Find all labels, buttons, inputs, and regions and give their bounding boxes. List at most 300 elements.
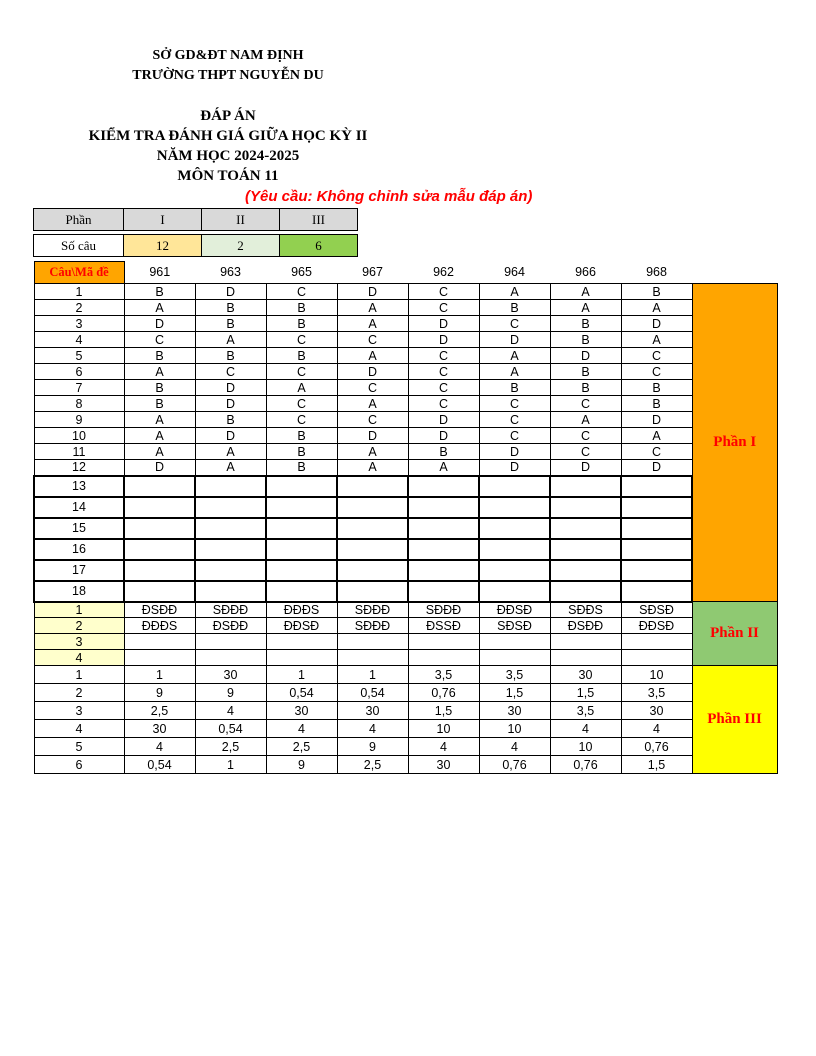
answer-cell: D: [621, 316, 692, 332]
answer-cell: 4: [479, 738, 550, 756]
answer-cell: A: [621, 332, 692, 348]
question-number: 10: [34, 428, 124, 444]
answer-cell: C: [266, 364, 337, 380]
answer-cell: 1: [337, 666, 408, 684]
exam-code: 968: [646, 265, 667, 280]
answer-cell: A: [195, 444, 266, 460]
answer-cell: D: [408, 332, 479, 348]
answer-cell: ĐĐSĐ: [621, 618, 692, 634]
answer-cell: B: [408, 444, 479, 460]
answer-cell: [337, 539, 408, 560]
answer-cell: C: [479, 316, 550, 332]
answer-cell: [408, 539, 479, 560]
answer-cell: B: [266, 348, 337, 364]
answer-cell: A: [550, 412, 621, 428]
answer-cell: B: [266, 300, 337, 316]
empty-answer-row: [34, 560, 777, 581]
answer-cell: D: [408, 316, 479, 332]
answer-row: [34, 444, 777, 460]
answer-cell: D: [337, 364, 408, 380]
answer-row: [34, 348, 777, 364]
answer-cell: [337, 497, 408, 518]
answer-cell: [479, 539, 550, 560]
codes-row: [34, 262, 777, 284]
answer-cell: 30: [266, 702, 337, 720]
question-number: 12: [34, 460, 124, 476]
answer-cell: A: [337, 348, 408, 364]
answer-cell: A: [337, 444, 408, 460]
summary-part-ii: II: [202, 209, 280, 231]
answer-cell: C: [621, 348, 692, 364]
answer-cell: [408, 476, 479, 497]
answer-cell: C: [479, 428, 550, 444]
org-block: [33, 0, 423, 86]
answer-cell: B: [621, 396, 692, 412]
answer-cell: A: [266, 380, 337, 396]
exam-code: 962: [433, 265, 454, 280]
answer-cell: 30: [479, 702, 550, 720]
answer-row: [34, 364, 777, 380]
answer-cell: D: [195, 284, 266, 300]
question-number: 14: [34, 497, 124, 518]
answer-cell: 9: [195, 684, 266, 702]
answer-cell: 1,5: [408, 702, 479, 720]
empty-answer-row: [34, 650, 777, 666]
question-number: 11: [34, 444, 124, 460]
top-spacer: [692, 262, 777, 284]
answer-cell: D: [195, 428, 266, 444]
answer-cell: [195, 476, 266, 497]
answer-cell: C: [408, 396, 479, 412]
answer-cell: B: [124, 380, 195, 396]
answer-cell: A: [195, 460, 266, 476]
answer-cell: [621, 518, 692, 539]
answer-cell: 0,54: [195, 720, 266, 738]
empty-answer-row: [34, 518, 777, 539]
answer-cell: 30: [408, 756, 479, 774]
answer-cell: C: [479, 396, 550, 412]
instruction-note: (Yêu cầu: Không chỉnh sửa mẫu đáp án): [245, 188, 533, 205]
answer-cell: C: [408, 284, 479, 300]
part2-label: Phần II: [692, 602, 777, 666]
question-number: 3: [34, 634, 124, 650]
answer-cell: C: [408, 364, 479, 380]
answer-cell: [550, 497, 621, 518]
question-number: 1: [34, 602, 124, 618]
question-number: 4: [34, 650, 124, 666]
answer-cell: D: [621, 412, 692, 428]
answer-cell: D: [408, 412, 479, 428]
answer-cell: [479, 476, 550, 497]
question-number: 13: [34, 476, 124, 497]
answer-cell: [621, 497, 692, 518]
question-number: 2: [34, 300, 124, 316]
answer-cell: 3,5: [479, 666, 550, 684]
answer-cell: [550, 634, 621, 650]
answer-cell: SĐĐS: [550, 602, 621, 618]
answer-cell: [195, 518, 266, 539]
answer-cell: B: [195, 412, 266, 428]
answer-cell: A: [124, 428, 195, 444]
answer-cell: [195, 560, 266, 581]
answer-cell: A: [621, 300, 692, 316]
answer-row: [34, 720, 777, 738]
question-number: 7: [34, 380, 124, 396]
answer-cell: [408, 650, 479, 666]
doc-subject: MÔN TOÁN 11: [177, 168, 279, 184]
answer-cell: [621, 560, 692, 581]
answer-cell: C: [195, 364, 266, 380]
answer-cell: [266, 650, 337, 666]
answer-cell: 2,5: [337, 756, 408, 774]
question-number: 4: [34, 720, 124, 738]
answer-cell: A: [337, 396, 408, 412]
question-number: 3: [34, 316, 124, 332]
answer-cell: C: [408, 300, 479, 316]
exam-code: 967: [362, 265, 383, 280]
answer-cell: [266, 476, 337, 497]
answer-cell: D: [337, 428, 408, 444]
question-number: 6: [34, 756, 124, 774]
answer-cell: C: [550, 396, 621, 412]
answer-cell: B: [195, 316, 266, 332]
answer-cell: 1,5: [550, 684, 621, 702]
answer-cell: A: [124, 412, 195, 428]
answer-cell: B: [124, 284, 195, 300]
answer-row: [34, 460, 777, 476]
empty-answer-row: [34, 539, 777, 560]
question-number: 17: [34, 560, 124, 581]
answer-cell: C: [337, 412, 408, 428]
answer-cell: A: [479, 348, 550, 364]
answer-cell: ĐĐSĐ: [266, 618, 337, 634]
answer-cell: C: [266, 396, 337, 412]
answer-cell: [195, 634, 266, 650]
org-department: SỞ GD&ĐT NAM ĐỊNH: [152, 48, 304, 63]
answer-cell: [124, 634, 195, 650]
exam-code: 964: [504, 265, 525, 280]
answer-cell: A: [124, 444, 195, 460]
answer-cell: 0,54: [337, 684, 408, 702]
answer-cell: C: [550, 444, 621, 460]
answer-row: [34, 702, 777, 720]
empty-answer-row: [34, 497, 777, 518]
question-number: 5: [34, 738, 124, 756]
answer-cell: 10: [479, 720, 550, 738]
answer-cell: 4: [621, 720, 692, 738]
answer-cell: [124, 581, 195, 602]
answer-cell: [550, 539, 621, 560]
answer-cell: A: [337, 460, 408, 476]
answer-cell: [621, 539, 692, 560]
answer-cell: 30: [621, 702, 692, 720]
answer-row: [34, 284, 777, 300]
answer-cell: B: [124, 396, 195, 412]
answer-cell: A: [621, 428, 692, 444]
answer-cell: ĐĐĐS: [266, 602, 337, 618]
answer-cell: [621, 634, 692, 650]
answer-row: [34, 412, 777, 428]
answer-cell: A: [337, 300, 408, 316]
answer-cell: [266, 497, 337, 518]
answer-cell: [408, 634, 479, 650]
answer-cell: D: [124, 460, 195, 476]
answer-cell: SĐSĐ: [621, 602, 692, 618]
answer-cell: [550, 581, 621, 602]
answer-cell: D: [550, 348, 621, 364]
answer-row: [34, 380, 777, 396]
answer-cell: 0,76: [621, 738, 692, 756]
answer-cell: 2,5: [195, 738, 266, 756]
answer-cell: SĐĐĐ: [408, 602, 479, 618]
answer-cell: 0,54: [266, 684, 337, 702]
answer-cell: [337, 476, 408, 497]
answer-cell: 3,5: [408, 666, 479, 684]
answer-cell: C: [408, 348, 479, 364]
summary-part-i: I: [124, 209, 202, 231]
answer-cell: D: [337, 284, 408, 300]
answer-cell: 4: [195, 702, 266, 720]
answer-cell: B: [195, 348, 266, 364]
answer-cell: B: [550, 316, 621, 332]
answer-row: [34, 396, 777, 412]
answer-cell: C: [550, 428, 621, 444]
answer-cell: ĐSĐĐ: [195, 618, 266, 634]
answer-cell: 2,5: [124, 702, 195, 720]
answer-cell: 10: [550, 738, 621, 756]
answer-cell: [195, 581, 266, 602]
answer-cell: [337, 560, 408, 581]
answer-cell: SĐĐĐ: [337, 618, 408, 634]
answer-cell: C: [408, 380, 479, 396]
answer-cell: 9: [124, 684, 195, 702]
answer-cell: C: [124, 332, 195, 348]
answer-cell: [408, 518, 479, 539]
answer-cell: B: [266, 316, 337, 332]
answer-cell: [266, 560, 337, 581]
answer-cell: A: [479, 284, 550, 300]
summary-part-iii: III: [280, 209, 358, 231]
answer-cell: ĐĐĐS: [124, 618, 195, 634]
answer-cell: 4: [124, 738, 195, 756]
question-number: 4: [34, 332, 124, 348]
answer-cell: D: [479, 332, 550, 348]
org-school: TRƯỜNG THPT NGUYỄN DU: [132, 68, 324, 83]
answer-cell: B: [124, 348, 195, 364]
answer-cell: B: [550, 332, 621, 348]
answer-cell: C: [266, 412, 337, 428]
question-number: 16: [34, 539, 124, 560]
answer-cell: 0,76: [408, 684, 479, 702]
answer-cell: B: [266, 428, 337, 444]
answer-cell: [408, 581, 479, 602]
answer-cell: 2,5: [266, 738, 337, 756]
answer-cell: SĐSĐ: [479, 618, 550, 634]
answer-cell: 10: [408, 720, 479, 738]
answer-row: [34, 666, 777, 684]
answer-cell: 1: [266, 666, 337, 684]
answer-cell: C: [621, 444, 692, 460]
exam-code: 961: [149, 265, 171, 280]
answer-cell: [550, 650, 621, 666]
answer-cell: 1,5: [621, 756, 692, 774]
answer-cell: 30: [550, 666, 621, 684]
answer-row: [34, 332, 777, 348]
question-number: 18: [34, 581, 124, 602]
answer-cell: [337, 518, 408, 539]
answer-cell: 0,76: [550, 756, 621, 774]
summary-header-row: [34, 209, 358, 231]
answer-cell: 1: [124, 666, 195, 684]
answer-cell: A: [124, 300, 195, 316]
answer-cell: ĐSĐĐ: [124, 602, 195, 618]
answer-cell: A: [550, 300, 621, 316]
answer-cell: 9: [337, 738, 408, 756]
summary-counts-row: [33, 234, 358, 257]
answer-cell: [621, 650, 692, 666]
doc-title: ĐÁP ÁN: [200, 108, 256, 124]
answer-cell: [266, 539, 337, 560]
answer-cell: [479, 634, 550, 650]
answer-cell: [124, 476, 195, 497]
answer-cell: 3,5: [550, 702, 621, 720]
answer-cell: [408, 560, 479, 581]
question-number: 5: [34, 348, 124, 364]
answer-cell: 4: [266, 720, 337, 738]
answer-row: [34, 738, 777, 756]
question-number: 3: [34, 702, 124, 720]
answer-cell: [124, 539, 195, 560]
answer-cell: A: [195, 332, 266, 348]
answer-cell: C: [479, 412, 550, 428]
answer-cell: B: [621, 284, 692, 300]
answer-cell: C: [337, 380, 408, 396]
answer-cell: A: [337, 316, 408, 332]
answer-cell: 30: [337, 702, 408, 720]
answer-row: [34, 618, 777, 634]
answer-cell: ĐSSĐ: [408, 618, 479, 634]
answer-cell: B: [550, 364, 621, 380]
answer-cell: [266, 518, 337, 539]
title-block: [33, 106, 423, 186]
answer-cell: 4: [550, 720, 621, 738]
answer-cell: SĐĐĐ: [195, 602, 266, 618]
answer-cell: 10: [621, 666, 692, 684]
empty-answer-row: [34, 581, 777, 602]
answer-cell: [550, 518, 621, 539]
answer-cell: [479, 650, 550, 666]
part3-label: Phần III: [692, 666, 777, 774]
answer-cell: [550, 560, 621, 581]
answer-cell: [621, 476, 692, 497]
answer-cell: A: [124, 364, 195, 380]
answer-cell: D: [550, 460, 621, 476]
answer-cell: 4: [337, 720, 408, 738]
answer-cell: A: [408, 460, 479, 476]
summary-counts-row-tr: [34, 235, 358, 257]
answer-row: [34, 602, 777, 618]
answer-cell: [479, 581, 550, 602]
answer-cell: C: [266, 332, 337, 348]
answer-cell: [124, 560, 195, 581]
answer-cell: [266, 581, 337, 602]
answer-cell: [479, 497, 550, 518]
answer-cell: [195, 650, 266, 666]
exam-code: 965: [291, 265, 312, 280]
answer-cell: [479, 560, 550, 581]
answer-cell: A: [550, 284, 621, 300]
question-number: 2: [34, 684, 124, 702]
answer-cell: [337, 650, 408, 666]
question-number: 15: [34, 518, 124, 539]
empty-answer-row: [34, 476, 777, 497]
answer-cell: [124, 650, 195, 666]
answer-cell: [550, 476, 621, 497]
question-number: 1: [34, 284, 124, 300]
answer-row: [34, 684, 777, 702]
answer-cell: C: [266, 284, 337, 300]
answer-grid: [33, 261, 778, 774]
answer-cell: [124, 497, 195, 518]
answer-cell: B: [621, 380, 692, 396]
answer-cell: C: [337, 332, 408, 348]
summary-row1-label: Phần: [34, 209, 124, 231]
answer-cell: D: [408, 428, 479, 444]
question-number: 1: [34, 666, 124, 684]
answer-cell: 1: [195, 756, 266, 774]
corner-label: Câu\Mã đề: [34, 262, 124, 284]
answer-cell: 3,5: [621, 684, 692, 702]
answer-cell: [408, 497, 479, 518]
summary-count-2: 2: [202, 235, 280, 257]
answer-cell: D: [621, 460, 692, 476]
answer-cell: ĐĐSĐ: [479, 602, 550, 618]
answer-row: [34, 756, 777, 774]
answer-cell: [195, 539, 266, 560]
answer-cell: [337, 581, 408, 602]
answer-cell: A: [479, 364, 550, 380]
answer-cell: 0,54: [124, 756, 195, 774]
answer-cell: [621, 581, 692, 602]
answer-cell: D: [479, 444, 550, 460]
part1-label: Phần I: [692, 284, 777, 602]
answer-cell: C: [621, 364, 692, 380]
summary-parts-row: [33, 208, 358, 231]
summary-row2-label: Số câu: [34, 235, 124, 257]
answer-cell: D: [124, 316, 195, 332]
exam-code: 963: [220, 265, 241, 280]
answer-cell: B: [195, 300, 266, 316]
question-number: 6: [34, 364, 124, 380]
answer-cell: 4: [408, 738, 479, 756]
exam-code: 966: [575, 265, 596, 280]
answer-cell: D: [195, 396, 266, 412]
summary-count-3: 6: [280, 235, 358, 257]
answer-cell: 1,5: [479, 684, 550, 702]
answer-cell: D: [195, 380, 266, 396]
empty-answer-row: [34, 634, 777, 650]
question-number: 8: [34, 396, 124, 412]
answer-row: [34, 300, 777, 316]
question-number: 9: [34, 412, 124, 428]
answer-cell: B: [479, 380, 550, 396]
answer-row: [34, 316, 777, 332]
question-number: 2: [34, 618, 124, 634]
answer-cell: B: [266, 444, 337, 460]
answer-cell: SĐĐĐ: [337, 602, 408, 618]
answer-cell: ĐSĐĐ: [550, 618, 621, 634]
answer-cell: 9: [266, 756, 337, 774]
